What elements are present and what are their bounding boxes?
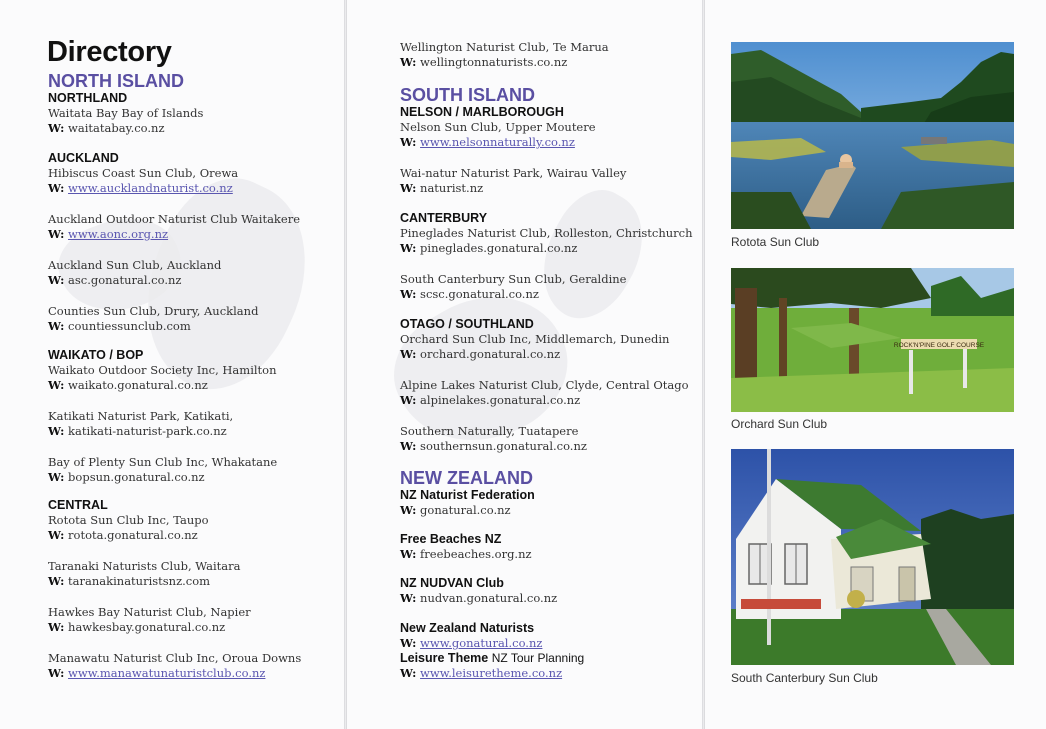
photo-south-canterbury-house [731,449,1014,665]
org-link[interactable]: www.gonatural.co.nz [420,636,543,650]
club-name: Orchard Sun Club Inc, Middlemarch, Dunedin [400,332,670,346]
golf-sign-text: ROCK'N'PINE GOLF COURSE [893,342,985,349]
club-name: Wai-natur Naturist Park, Wairau Valley [400,166,627,180]
club-name: Taranaki Naturists Club, Waitara [48,559,241,573]
panel-photos [705,0,1046,729]
club-website: W: www.manawatunaturistclub.co.nz [48,666,266,680]
club-name: Bay of Plenty Sun Club Inc, Whakatane [48,455,278,469]
photo-caption: South Canterbury Sun Club [731,671,878,685]
club-website: W: rotota.gonatural.co.nz [48,528,198,542]
club-name: Wellington Naturist Club, Te Marua [400,40,609,54]
org-name: Free Beaches NZ [400,532,502,546]
club-website: W: naturist.nz [400,181,484,195]
region-canterbury: CANTERBURY [400,211,488,225]
org-name: Leisure Theme NZ Tour Planning [400,651,585,665]
region-central: CENTRAL [48,498,108,512]
club-website: W: countiessunclub.com [48,319,191,333]
org-website: W: www.gonatural.co.nz [400,636,543,650]
club-website: W: pineglades.gonatural.co.nz [400,241,578,255]
panel-north-island [0,0,344,729]
new-zealand-heading: NEW ZEALAND [400,468,533,488]
club-name: Waitata Bay Bay of Islands [48,106,204,120]
region-nelson-marlborough: NELSON / MARLBOROUGH [400,105,564,119]
club-website: W: waitatabay.co.nz [48,121,165,135]
club-name: South Canterbury Sun Club, Geraldine [400,272,627,286]
club-website: W: asc.gonatural.co.nz [48,273,182,287]
club-name: Hibiscus Coast Sun Club, Orewa [48,166,239,180]
region-auckland: AUCKLAND [48,151,119,165]
club-name: Alpine Lakes Naturist Club, Clyde, Central Otago [400,378,689,392]
org-website: W: nudvan.gonatural.co.nz [400,591,558,605]
club-link[interactable]: www.manawatunaturistclub.co.nz [68,666,266,680]
region-otago-southland: OTAGO / SOUTHLAND [400,317,534,331]
photo-rotota-lake [731,42,1014,229]
org-name: NZ Naturist Federation [400,488,535,502]
org-name: NZ NUDVAN Club [400,576,504,590]
club-name: Pineglades Naturist Club, Rolleston, Christchurch [400,226,693,240]
region-waikato-bop: WAIKATO / BOP [48,348,144,362]
club-name: Waikato Outdoor Society Inc, Hamilton [48,363,277,377]
club-name: Hawkes Bay Naturist Club, Napier [48,605,251,619]
north-island-heading: NORTH ISLAND [48,71,184,91]
club-website: W: alpinelakes.gonatural.co.nz [400,393,581,407]
club-website: W: bopsun.gonatural.co.nz [48,470,205,484]
club-website: W: www.nelsonnaturally.co.nz [400,135,575,149]
club-name: Nelson Sun Club, Upper Moutere [400,120,596,134]
club-website: W: orchard.gonatural.co.nz [400,347,561,361]
club-website: W: taranakinaturistsnz.com [48,574,211,588]
club-name: Auckland Sun Club, Auckland [48,258,222,272]
club-website: W: southernsun.gonatural.co.nz [400,439,587,453]
club-link[interactable]: www.aonc.org.nz [68,227,169,241]
club-website: W: scsc.gonatural.co.nz [400,287,539,301]
photo-caption: Rotota Sun Club [731,235,820,249]
club-website: W: wellingtonnaturists.co.nz [400,55,568,69]
region-northland: NORTHLAND [48,91,128,105]
club-name: Katikati Naturist Park, Katikati, [48,409,234,423]
org-website: W: www.leisuretheme.co.nz [400,666,563,680]
org-link[interactable]: www.leisuretheme.co.nz [420,666,563,680]
club-website: W: katikati-naturist-park.co.nz [48,424,227,438]
org-name: New Zealand Naturists [400,621,535,635]
photo-orchard-golf [731,268,1014,412]
org-website: W: gonatural.co.nz [400,503,511,517]
page-title: Directory [47,36,172,68]
south-island-heading: SOUTH ISLAND [400,85,535,105]
club-website: W: waikato.gonatural.co.nz [48,378,208,392]
club-link[interactable]: www.aucklandnaturist.co.nz [68,181,233,195]
club-name: Rotota Sun Club Inc, Taupo [48,513,209,527]
photo-caption: Orchard Sun Club [731,417,828,431]
club-website: W: www.aonc.org.nz [48,227,169,241]
club-website: W: hawkesbay.gonatural.co.nz [48,620,226,634]
club-name: Southern Naturally, Tuatapere [400,424,579,438]
club-link[interactable]: www.nelsonnaturally.co.nz [420,135,575,149]
club-name: Manawatu Naturist Club Inc, Oroua Downs [48,651,302,665]
club-name: Counties Sun Club, Drury, Auckland [48,304,259,318]
org-website: W: freebeaches.org.nz [400,547,532,561]
club-website: W: www.aucklandnaturist.co.nz [48,181,233,195]
panel-south-island [347,0,702,729]
club-name: Auckland Outdoor Naturist Club Waitakere [48,212,301,226]
